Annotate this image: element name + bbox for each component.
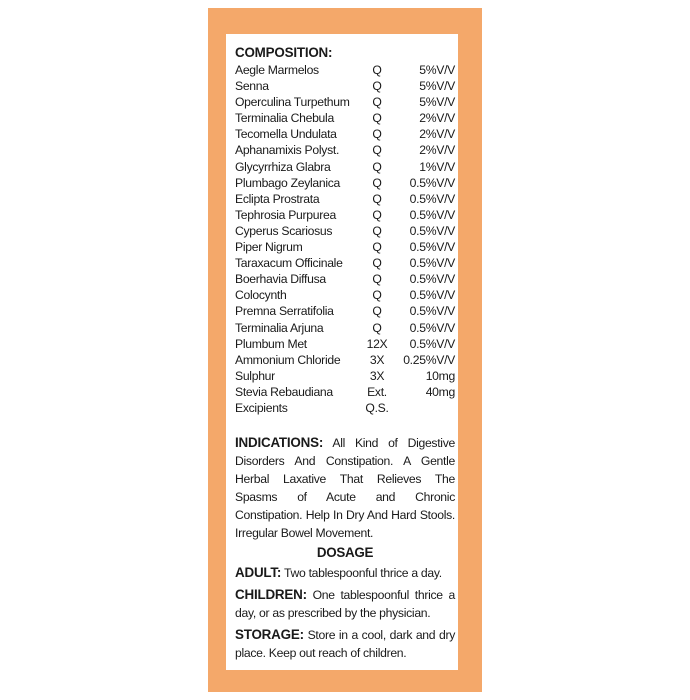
ingredient-name: Plumbum Met: [235, 336, 307, 351]
composition-row: [235, 223, 455, 239]
ingredient-potency: Q: [372, 175, 382, 190]
ingredient-amount: 0.5%V/V: [409, 191, 455, 206]
ingredient-amount: 0.5%V/V: [409, 175, 455, 190]
ingredient-potency: Q: [372, 207, 382, 222]
composition-row: [235, 271, 455, 287]
ingredient-amount: 5%V/V: [419, 79, 455, 94]
ingredient-amount: 5%V/V: [419, 95, 455, 110]
ingredient-name: Senna: [235, 79, 269, 94]
adult-text: Two tablespoonful thrice a day.: [284, 566, 442, 581]
composition-row: [235, 336, 455, 352]
ingredient-name: Premna Serratifolia: [235, 304, 334, 319]
label-content: [235, 44, 455, 662]
ingredient-potency: Q: [372, 143, 382, 158]
ingredient-name: Glycyrrhiza Glabra: [235, 159, 331, 174]
ingredient-name: Colocynth: [235, 288, 287, 303]
ingredient-potency: Q: [372, 95, 382, 110]
ingredient-amount: 0.5%V/V: [409, 240, 455, 255]
ingredient-amount: 0.5%V/V: [409, 272, 455, 287]
composition-row: [235, 400, 455, 416]
composition-row: [235, 126, 455, 142]
ingredient-name: Aphanamixis Polyst.: [235, 143, 340, 158]
ingredient-amount: 0.5%V/V: [409, 320, 455, 335]
ingredient-potency: Q: [372, 304, 382, 319]
ingredient-name: Taraxacum Officinale: [235, 256, 343, 271]
ingredient-potency: Ext.: [367, 384, 387, 399]
ingredient-potency: Q: [372, 320, 382, 335]
ingredient-name: Aegle Marmelos: [235, 63, 319, 77]
composition-row: [235, 303, 455, 319]
composition-row: [235, 110, 455, 126]
children-text: One tablespoonful thrice a day, or as prescribed by the physician.: [235, 588, 455, 621]
ingredient-amount: 0.5%V/V: [409, 256, 455, 271]
ingredient-potency: Q: [372, 63, 382, 77]
ingredient-potency: Q: [372, 223, 382, 238]
ingredient-amount: 0.5%V/V: [409, 223, 455, 238]
storage-text: Store in a cool, dark and dry place. Keep out reach of children.: [235, 628, 455, 661]
ingredient-amount: 10mg: [425, 368, 455, 383]
composition-table: [235, 62, 455, 416]
ingredient-potency: Q: [372, 159, 382, 174]
composition-row: [235, 175, 455, 191]
composition-heading: COMPOSITION:: [235, 45, 333, 60]
composition-row: [235, 368, 455, 384]
ingredient-name: Excipients: [235, 400, 288, 415]
ingredient-potency: 3X: [369, 352, 385, 367]
children-dosage: [235, 586, 455, 622]
ingredient-name: Stevia Rebaudiana: [235, 384, 333, 399]
storage-label: STORAGE:: [235, 627, 304, 643]
indications-paragraph: [235, 434, 455, 542]
children-label: CHILDREN:: [235, 587, 307, 603]
ingredient-potency: Q: [372, 127, 382, 142]
composition-row: [235, 78, 455, 94]
adult-label: ADULT:: [235, 565, 282, 581]
composition-row: [235, 142, 455, 158]
composition-row: [235, 159, 455, 175]
ingredient-name: Eclipta Prostrata: [235, 191, 320, 206]
ingredient-name: Cyperus Scariosus: [235, 223, 333, 238]
ingredient-potency: 12X: [366, 336, 388, 351]
composition-row: [235, 287, 455, 303]
ingredient-name: Ammonium Chloride: [235, 352, 341, 367]
ingredient-name: Terminalia Arjuna: [235, 320, 324, 335]
composition-row: [235, 384, 455, 400]
indications-label: INDICATIONS:: [235, 435, 324, 451]
ingredient-amount: 0.5%V/V: [409, 288, 455, 303]
ingredient-name: Plumbago Zeylanica: [235, 175, 341, 190]
ingredient-potency: 3X: [369, 368, 385, 383]
ingredient-amount: 40mg: [425, 384, 455, 399]
ingredient-name: Sulphur: [235, 368, 275, 383]
ingredient-amount: 2%V/V: [419, 111, 455, 126]
ingredient-potency: Q: [372, 272, 382, 287]
ingredient-potency: Q: [372, 288, 382, 303]
ingredient-amount: 0.5%V/V: [409, 207, 455, 222]
dosage-heading: DOSAGE: [316, 545, 374, 561]
composition-row: [235, 191, 455, 207]
ingredient-amount: 2%V/V: [419, 143, 455, 158]
composition-row: [235, 320, 455, 336]
ingredient-potency: Q: [372, 240, 382, 255]
composition-row: [235, 255, 455, 271]
ingredient-name: Operculina Turpethum: [235, 95, 350, 110]
ingredient-name: Terminalia Chebula: [235, 111, 334, 126]
ingredient-potency: Q: [372, 191, 382, 206]
composition-row: [235, 207, 455, 223]
composition-row: [235, 352, 455, 368]
ingredient-name: Tephrosia Purpurea: [235, 207, 336, 222]
composition-row: [235, 62, 455, 78]
ingredient-potency: Q: [372, 111, 382, 126]
ingredient-name: Piper Nigrum: [235, 240, 303, 255]
ingredient-amount: 0.5%V/V: [409, 304, 455, 319]
ingredient-potency: Q: [372, 256, 382, 271]
adult-dosage: [235, 564, 455, 582]
ingredient-amount: [391, 400, 455, 416]
ingredient-amount: 0.25%V/V: [403, 352, 455, 367]
ingredient-name: Boerhavia Diffusa: [235, 272, 326, 287]
ingredient-potency: Q: [372, 79, 382, 94]
composition-row: [235, 94, 455, 110]
ingredient-amount: 1%V/V: [419, 159, 455, 174]
ingredient-potency: Q.S.: [365, 400, 389, 415]
ingredient-amount: 2%V/V: [419, 127, 455, 142]
indications-text: All Kind of Digestive Disorders And Constipation. A Gentle Herbal Laxative That Relieves The Spasms of Acute and Chronic Constipation. Help In Dry And Hard Stools. Irregular Bowel Movement.: [235, 436, 455, 541]
storage-paragraph: [235, 626, 455, 662]
ingredient-name: Tecomella Undulata: [235, 127, 337, 142]
ingredient-amount: 0.5%V/V: [409, 336, 455, 351]
composition-row: [235, 239, 455, 255]
ingredient-amount: 5%V/V: [419, 63, 455, 77]
